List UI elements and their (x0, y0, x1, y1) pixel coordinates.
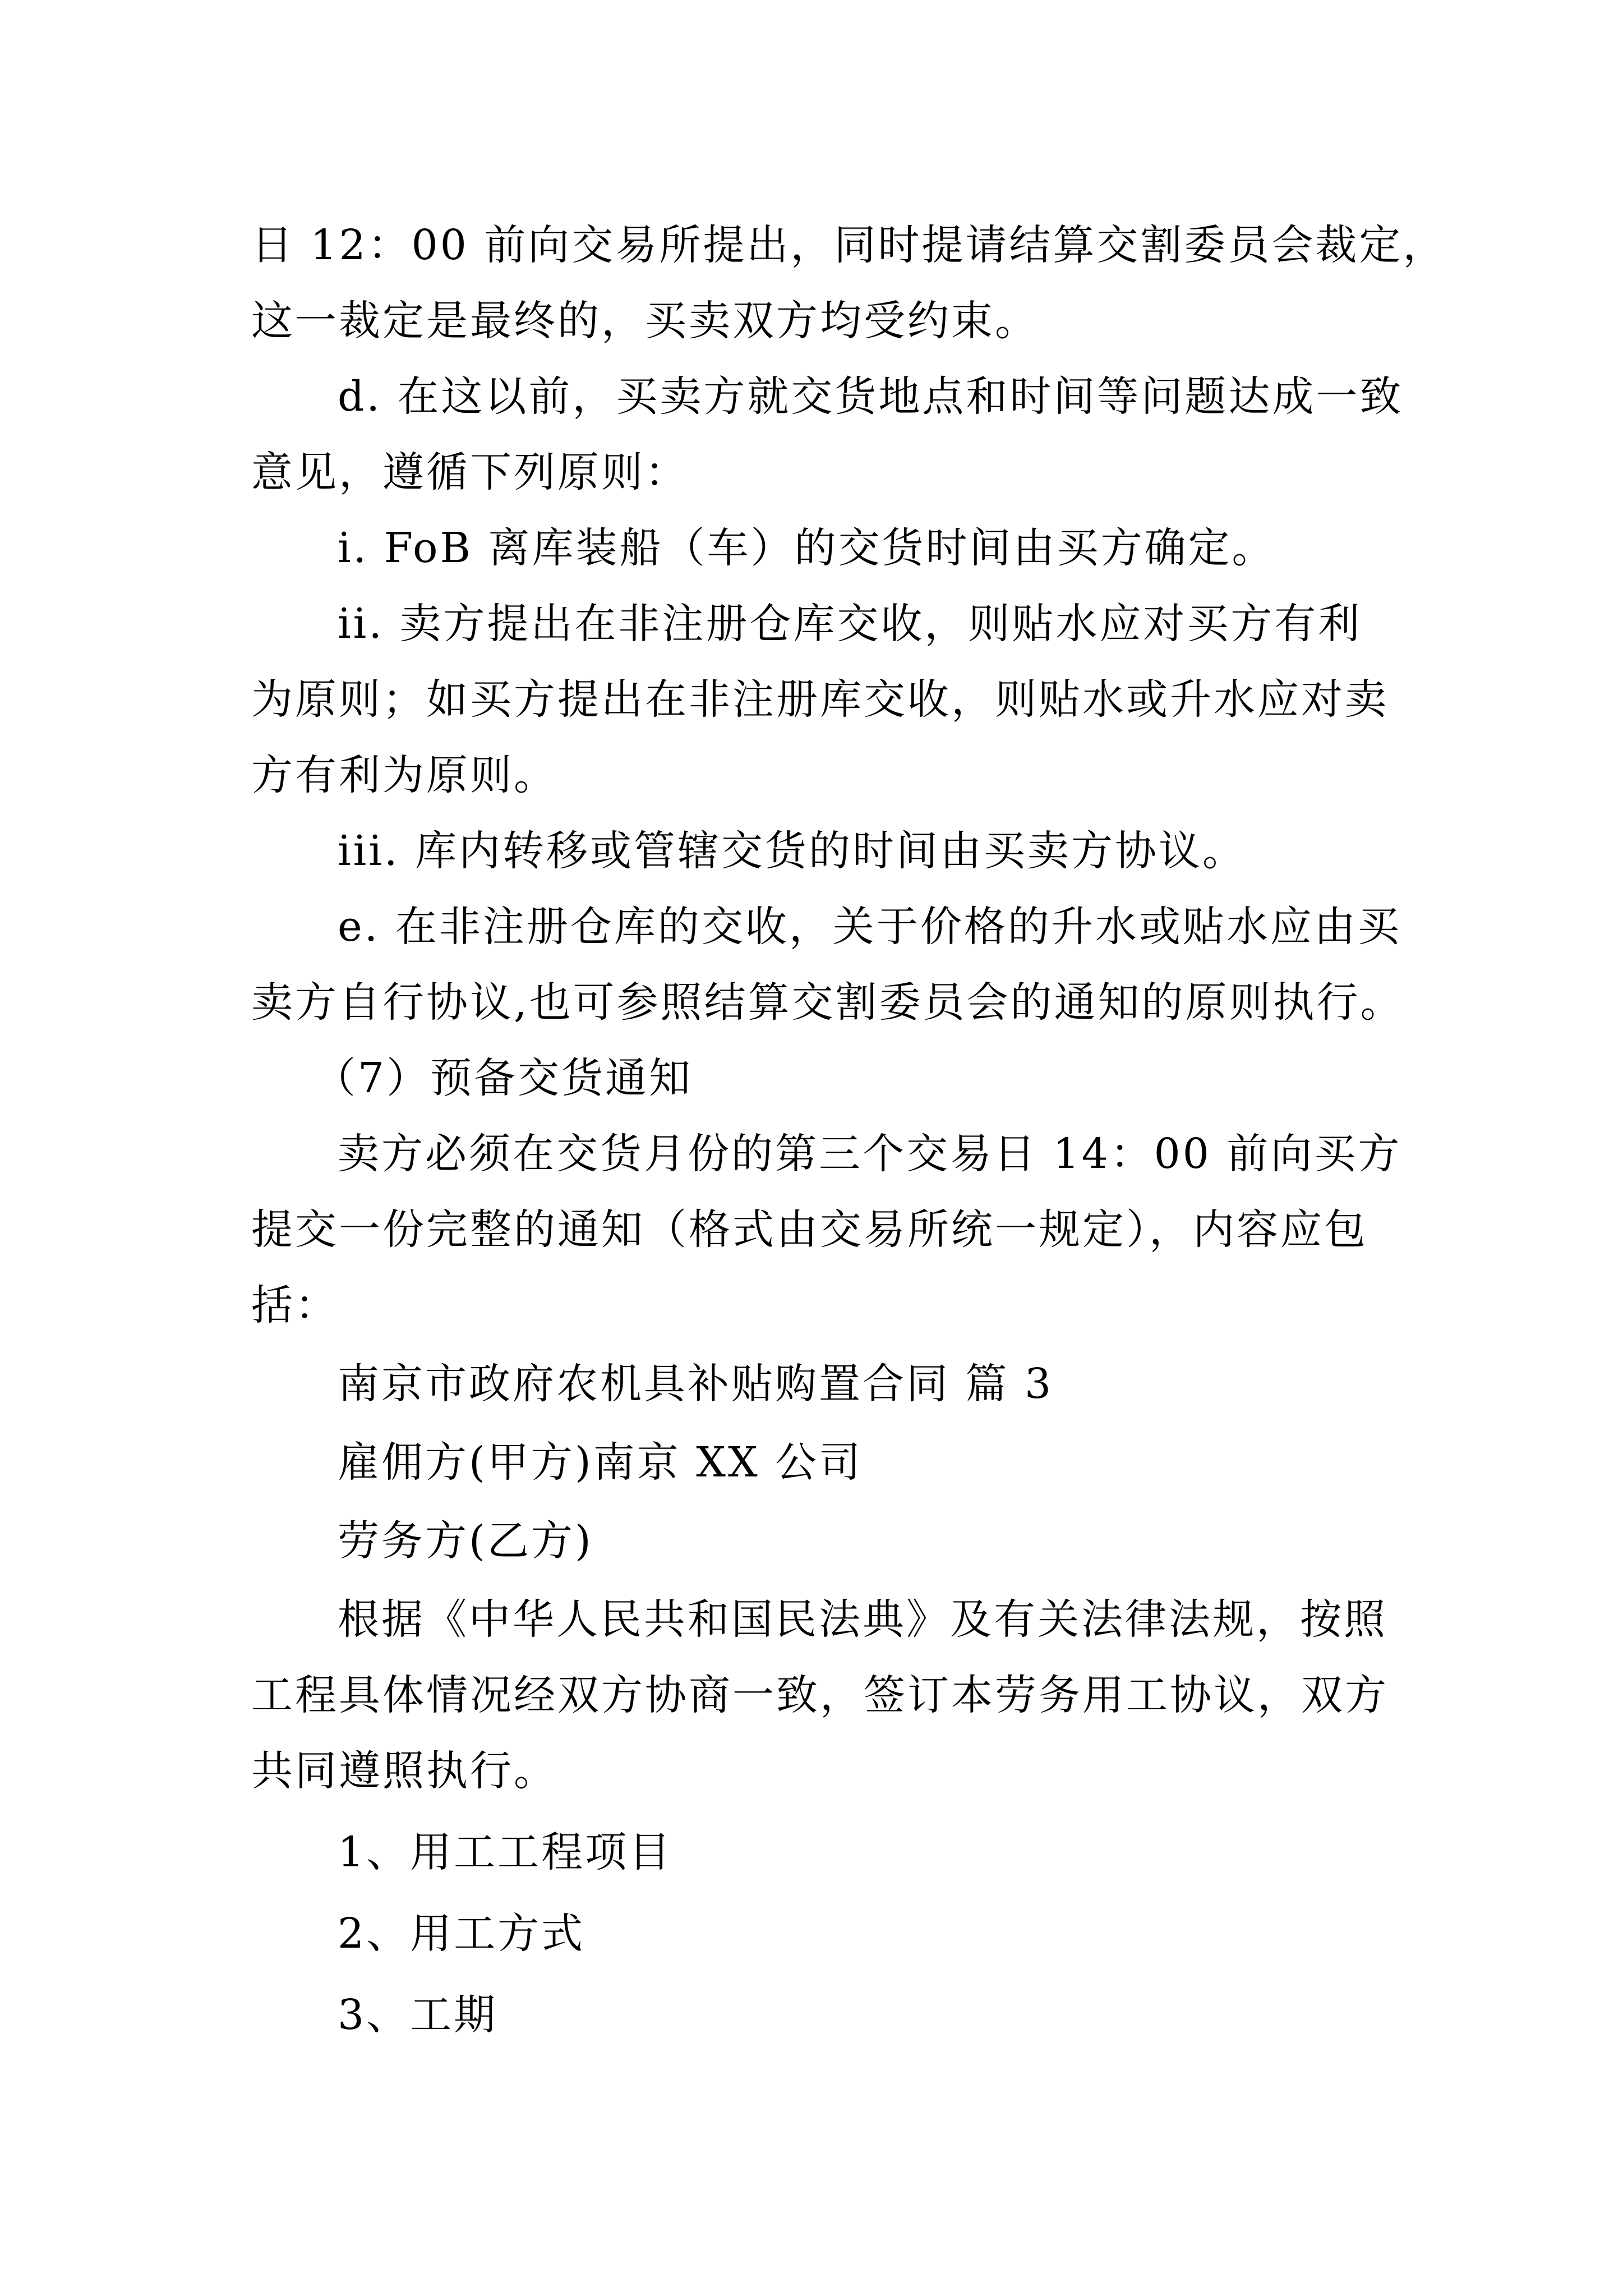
section-heading: （7）预备交货通知 (314, 1054, 693, 1102)
text-line: iii. 库内转移或管辖交货的时间由买卖方协议。 (338, 827, 1247, 875)
text-line: 方有利为原则。 (251, 751, 557, 799)
text-line: i. FoB 离库装船（车）的交货时间由买方确定。 (338, 524, 1276, 572)
text-line: 日 12：00 前向交易所提出，同时提请结算交割委员会裁定， (251, 221, 1447, 269)
text-line: 为原则；如买方提出在非注册库交收，则贴水或升水应对卖 (251, 675, 1389, 724)
list-item: 1、用工工程项目 (338, 1828, 673, 1876)
text-line: 提交一份完整的通知（格式由交易所统一规定），内容应包 (251, 1205, 1368, 1254)
text-line: d. 在这以前，买卖方就交货地点和时间等问题达成一致 (338, 372, 1404, 421)
text-line: 意见，遵循下列原则： (251, 448, 689, 496)
text-line: 卖方自行协议,也可参照结算交割委员会的通知的原则执行。 (251, 978, 1404, 1027)
text-line: 括： (251, 1281, 339, 1329)
contract-title: 南京市政府农机具补贴购置合同 篇 3 (338, 1360, 1054, 1408)
list-item: 2、用工方式 (338, 1910, 585, 1958)
text-line: 共同遵照执行。 (251, 1747, 557, 1795)
text-line: 工程具体情况经双方协商一致，签订本劳务用工协议，双方 (251, 1671, 1389, 1719)
text-line: ii. 卖方提出在非注册仓库交收，则贴水应对买方有利 (338, 600, 1362, 648)
list-item: 3、工期 (338, 1991, 498, 2039)
party-a: 雇佣方(甲方)南京 XX 公司 (338, 1438, 863, 1487)
text-line: e. 在非注册仓库的交收，关于价格的升水或贴水应由买 (338, 903, 1401, 951)
text-line: 根据《中华人民共和国民法典》及有关法律法规，按照 (338, 1595, 1387, 1644)
text-line: 卖方必须在交货月份的第三个交易日 14：00 前向买方 (338, 1130, 1402, 1178)
text-line: 这一裁定是最终的，买卖双方均受约束。 (251, 297, 1039, 345)
party-b: 劳务方(乙方) (338, 1517, 593, 1565)
